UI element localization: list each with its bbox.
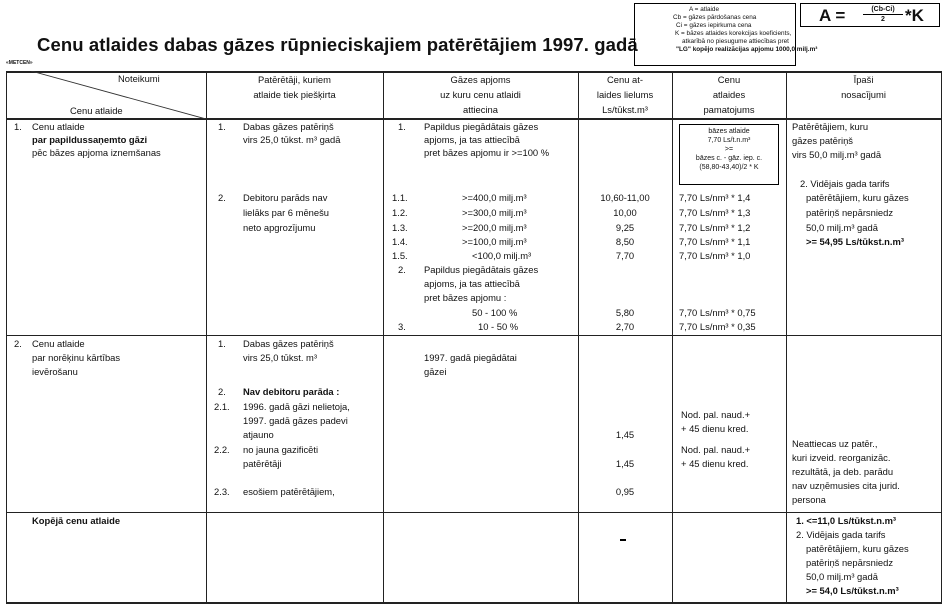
section1-consumer: Debitoru parāds nav: [243, 192, 328, 203]
header-consumers: atlaide tiek piešķirta: [253, 89, 336, 100]
table-rule: [6, 71, 7, 603]
legend-line: Cb = gāzes pārdošanas cena: [673, 14, 757, 21]
section2-special: nav uzņēmusies cita jurid.: [792, 480, 900, 491]
section2-consumer: atjauno: [243, 429, 274, 440]
section1-consumer: Dabas gāzes patēriņš: [243, 121, 334, 132]
section2-special: kuri izveid. reorganizāc.: [792, 452, 891, 463]
section2-volume: 1997. gadā piegādātai: [424, 352, 517, 363]
section2-consumer: 1997. gadā gāzes padevi: [243, 415, 348, 426]
header-justification: atlaides: [712, 89, 746, 100]
table-row-justification: Nod. pal. naud.+: [681, 409, 751, 420]
section2-special: Neattiecas uz patēr.,: [792, 438, 878, 449]
table-row-volume: >=200,0 milj.m³: [462, 222, 527, 233]
table-row-justification: 7,70 Ls/nm³ * 0,75: [679, 307, 756, 318]
formula-box: [800, 3, 940, 27]
table-row-justification: 7,70 Ls/nm³ * 1,2: [679, 222, 751, 233]
legend-line: Ci = gāzes iepirkuma cena: [676, 22, 752, 29]
section1-special: 2. Vidējais gada tarifs: [800, 178, 890, 189]
table-row-size: 2,70: [615, 321, 635, 332]
section2-consumer: esošiem patērētājiem,: [243, 486, 335, 497]
section2-consumer: 1996. gadā gāzi nelietoja,: [243, 401, 350, 412]
total-special: 50,0 milj.m³ gadā: [806, 571, 878, 582]
table-row-size: 10,00: [613, 207, 637, 218]
header-volume: Gāzes apjoms: [450, 74, 511, 85]
section2-special: persona: [792, 494, 826, 505]
section1-consumer-num: 1.: [218, 121, 226, 132]
section2-consumer: patērētāji: [243, 458, 282, 469]
header-justification: pamatojums: [703, 104, 755, 115]
table-row-size: 8,50: [615, 236, 635, 247]
header-volume: uz kuru cenu atlaidi: [440, 89, 521, 100]
table-row-volume: <100,0 milj.m³: [472, 250, 532, 261]
section2-label: par norēķinu kārtības: [32, 352, 121, 363]
section1-special: virs 50,0 milj.m³ gadā: [792, 149, 882, 160]
section2-consumer-num: 2.1.: [214, 401, 230, 412]
header-size: Ls/tūkst.m³: [602, 104, 648, 115]
header-volume: attiecina: [463, 104, 498, 115]
table-rule: [578, 71, 579, 603]
header-special: Īpaši: [853, 74, 874, 85]
table-row-justification: 7,70 Ls/nm³ * 1,3: [679, 207, 751, 218]
legend-line: "LG" kopējo realizācijas apjomu 1000,0 milj.m³: [676, 46, 818, 53]
total-label: Kopējā cenu atlaide: [32, 515, 121, 526]
section2-consumer-num: 2.: [218, 386, 226, 397]
table-row-num: 1.3.: [392, 222, 408, 233]
section1-consumer: virs 25,0 tūkst. m³ gadā: [243, 134, 341, 145]
section2-volume: gāzei: [424, 366, 447, 377]
header-conditions: Noteikumi: [118, 73, 160, 84]
total-special: 1. <=11,0 Ls/tūkst.n.m³: [796, 515, 897, 526]
total-special: 2. Vidējais gada tarifs: [796, 529, 886, 540]
section1-label: Cenu atlaide: [32, 121, 85, 132]
table-row-justification: + 45 dienu kred.: [681, 458, 749, 469]
formula-rhs: *K: [905, 6, 924, 25]
formula-numerator: (Cb-Ci): [863, 5, 903, 15]
table-row-justification: 7,70 Ls/nm³ * 0,35: [679, 321, 756, 332]
legend-box: [634, 3, 818, 66]
section1-special: patēriņš nepārsniedz: [806, 207, 894, 218]
base-discount-box: [679, 124, 779, 185]
table-row-justification: Nod. pal. naud.+: [681, 444, 751, 455]
base-discount-line: 7,70 Ls/t.n.m³: [707, 137, 751, 144]
table-rule: [672, 71, 673, 603]
formula-denominator: 2: [881, 16, 885, 23]
table-rule: [6, 602, 942, 604]
section1-volume: Papildus piegādātais gāzes: [424, 121, 539, 132]
table-row-size: 5,80: [615, 307, 635, 318]
base-discount-line: (58,80-43,40)/2 * K: [699, 164, 759, 171]
header-size: laides lielums: [596, 89, 654, 100]
section1-volume-num: 1.: [398, 121, 406, 132]
section1-special: gāzes patēriņš: [792, 135, 853, 146]
table-row-volume: >=400,0 milj.m³: [462, 192, 527, 203]
table-rule: [206, 71, 207, 603]
section2-consumer: no jauna gazificēti: [243, 444, 319, 455]
section2-special: rezultātā, ja deb. parādu: [792, 466, 894, 477]
section1-special: Patērētājiem, kuru: [792, 121, 869, 132]
total-dash: [620, 539, 626, 541]
section1-consumer-num: 2.: [218, 192, 226, 203]
base-discount-line: bāzes c. - gāz. iep. c.: [695, 155, 763, 162]
table-row-num: 3.: [398, 321, 406, 332]
table-row-volume: >=300,0 milj.m³: [462, 207, 527, 218]
section2-num: 2.: [14, 338, 22, 349]
table-row-volume: 50 - 100 %: [472, 307, 518, 318]
section2-consumer: Dabas gāzes patēriņš: [243, 338, 334, 349]
section2-consumer: Nav debitoru parāda :: [243, 386, 340, 397]
table-row-justification: 7,70 Ls/nm³ * 1,4: [679, 192, 751, 203]
section1-special: >= 54,95 Ls/tūkst.n.m³: [806, 236, 904, 247]
section1-volume: apjoms, ja tas attiecībā: [424, 134, 520, 145]
section1-volume-num: 2.: [398, 264, 406, 275]
document-tag: «METCEN»: [6, 60, 33, 66]
legend-line: K = bāzes atlaides korekcijas koeficients,: [675, 30, 792, 37]
table-row-num: 1.2.: [392, 207, 408, 218]
table-row-num: 1.4.: [392, 236, 408, 247]
table-rule: [786, 71, 787, 603]
total-special: >= 54,0 Ls/tūkst.n.m³: [806, 585, 899, 596]
table-row-volume: 10 - 50 %: [478, 321, 519, 332]
table-row-num: 1.1.: [392, 192, 408, 203]
table-row-volume: >=100,0 milj.m³: [462, 236, 527, 247]
legend-line: A = atlaide: [689, 6, 720, 13]
section2-label: Cenu atlaide: [32, 338, 85, 349]
section1-label: par papildussaņemto gāzi: [32, 134, 148, 145]
section1-consumer: lielāks par 6 mēnešu: [243, 207, 329, 218]
legend-line: atkarībā no piesugume attiecības pret: [682, 38, 789, 45]
section2-consumer: virs 25,0 tūkst. m³: [243, 352, 317, 363]
table-rule: [6, 512, 942, 513]
section1-label: pēc bāzes apjoma iznemšanas: [32, 147, 161, 158]
section2-consumer-num: 1.: [218, 338, 226, 349]
base-discount-line: bāzes atlaide: [708, 128, 750, 135]
header-justification: Cenu: [717, 74, 741, 85]
total-special: patēriņš nepārsniedz: [806, 557, 894, 568]
table-row-size: 1,45: [615, 458, 635, 469]
section1-volume: apjoms, ja tas attiecībā: [424, 278, 520, 289]
table-rule: [941, 71, 942, 603]
table-row-num: 1.5.: [392, 250, 408, 261]
table-row-size: 7,70: [615, 250, 635, 261]
table-rule: [6, 335, 942, 336]
table-row-justification: 7,70 Ls/nm³ * 1,1: [679, 236, 751, 247]
total-special: patērētājiem, kuru gāzes: [806, 543, 909, 554]
table-row-size: 10,60-11,00: [600, 192, 650, 203]
formula-lhs: A =: [819, 6, 846, 25]
section1-volume: Papildus piegādātais gāzes: [424, 264, 539, 275]
section1-num: 1.: [14, 121, 22, 132]
base-discount-line: >=: [724, 146, 734, 153]
table-row-justification: 7,70 Ls/nm³ * 1,0: [679, 250, 751, 261]
section2-consumer-num: 2.2.: [214, 444, 230, 455]
section2-label: ievērošanu: [32, 366, 78, 377]
section1-volume: pret bāzes apjomu :: [424, 292, 507, 303]
header-discount: Cenu atlaide: [70, 105, 123, 116]
table-row-justification: + 45 dienu kred.: [681, 423, 749, 434]
section1-volume: pret bāzes apjomu ir >=100 %: [424, 147, 550, 158]
section1-special: patērētājiem, kuru gāzes: [806, 192, 909, 203]
page-title: Cenu atlaides dabas gāzes rūpnieciskajiem patērētājiem 1997. gadā: [37, 34, 638, 55]
section1-special: 50,0 milj.m³ gadā: [806, 222, 878, 233]
table-row-size: 9,25: [615, 222, 635, 233]
table-row-size: 0,95: [615, 486, 635, 497]
section1-consumer: neto apgrozījumu: [243, 222, 316, 233]
table-rule: [383, 71, 384, 603]
header-consumers: Patērētāji, kuriem: [258, 74, 331, 85]
header-special: nosacījumi: [841, 89, 886, 100]
table-row-size: 1,45: [615, 429, 635, 440]
header-size: Cenu at-: [607, 74, 643, 85]
section2-consumer-num: 2.3.: [214, 486, 230, 497]
